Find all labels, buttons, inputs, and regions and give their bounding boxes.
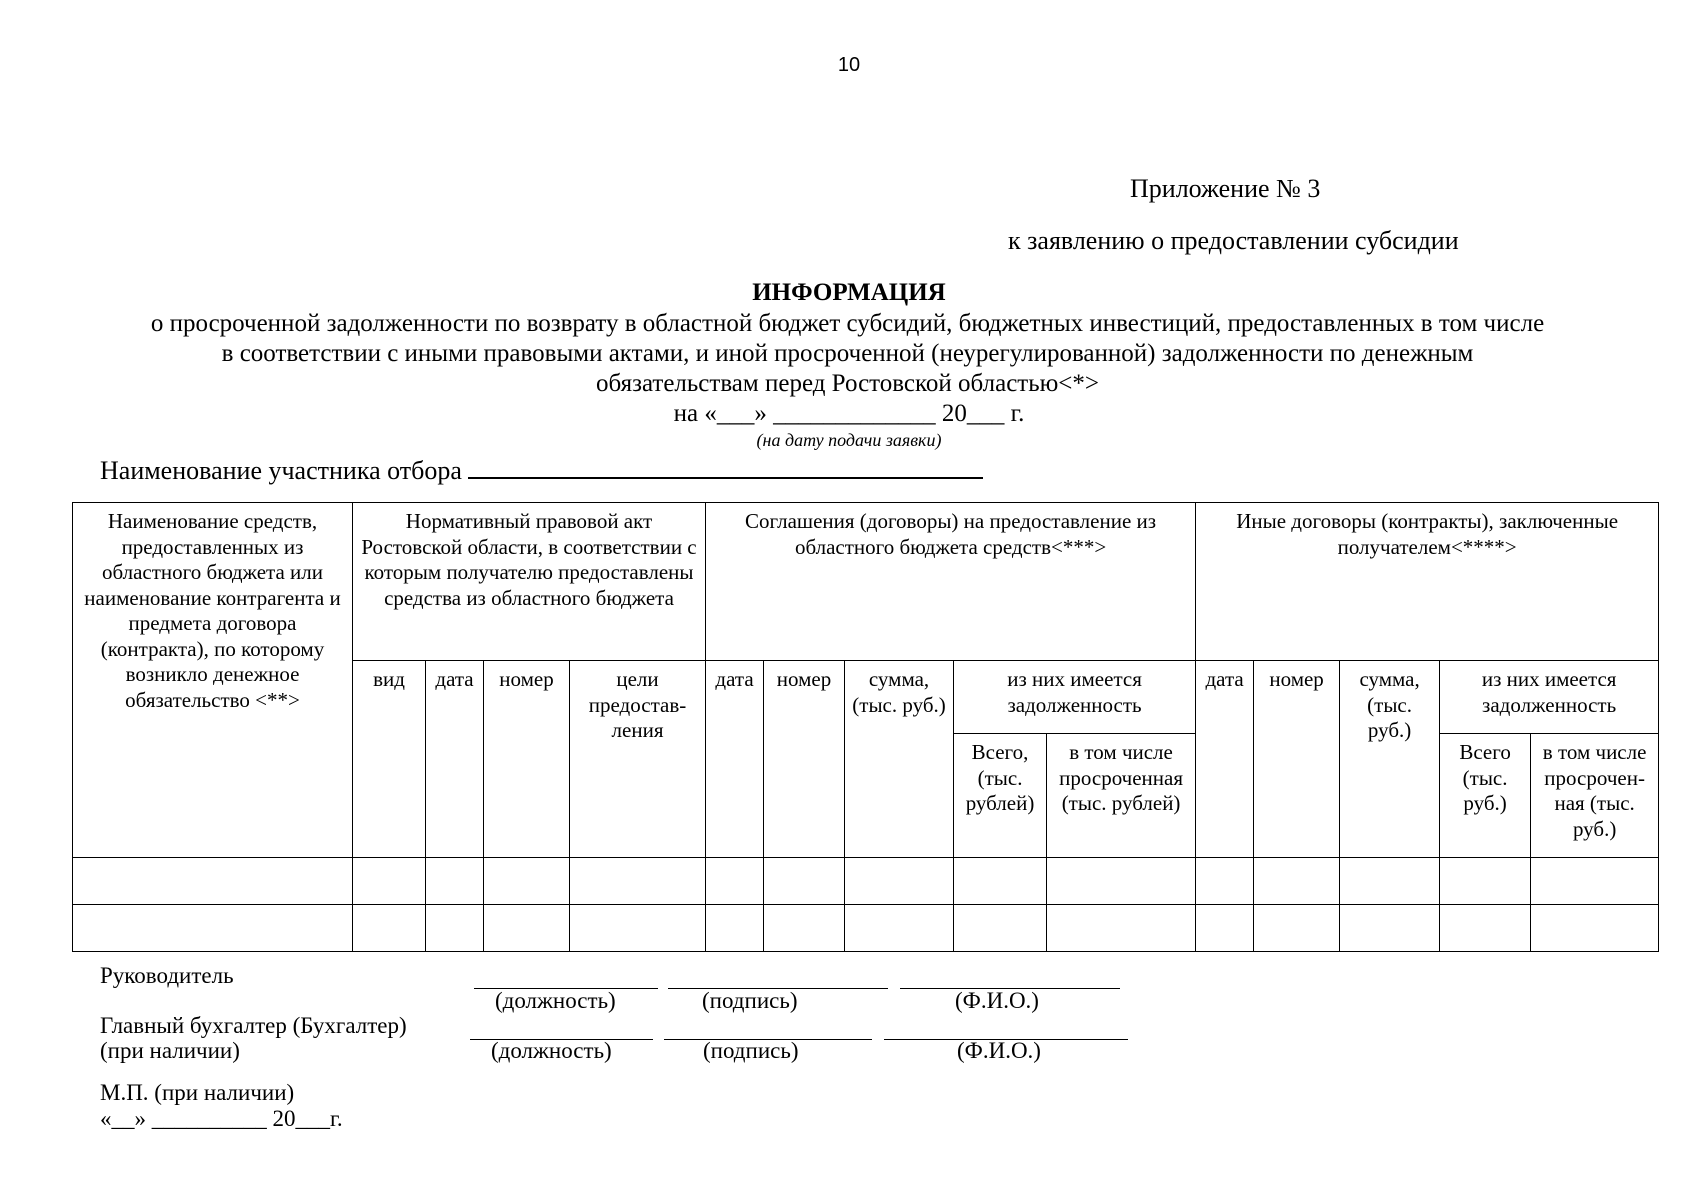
header-agr-debt-overdue: в том числе просроченная (тыс. рублей) <box>1047 734 1196 858</box>
header-act-number: номер <box>484 661 570 858</box>
header-funds-name: Наименование средств, предоставленных из областного бюджета или наименование контрагента и предмета договора (контракта), по которому возникло денежное обязательство <**> <box>73 503 353 858</box>
header-agr-date: дата <box>706 661 764 858</box>
table-cell[interactable] <box>426 858 484 905</box>
table-cell[interactable] <box>73 858 353 905</box>
header-oth-debt-total: Всего (тыс. руб.) <box>1440 734 1531 858</box>
accountant-name-caption: (Ф.И.О.) <box>957 1038 1041 1063</box>
header-act-type: вид <box>353 661 426 858</box>
debt-table <box>72 502 1659 952</box>
page-number: 10 <box>837 54 861 76</box>
table-cell[interactable] <box>954 858 1047 905</box>
table-cell[interactable] <box>706 905 764 952</box>
document-description <box>80 309 1615 399</box>
table-cell[interactable] <box>1531 905 1659 952</box>
accountant-position-caption: (должность) <box>491 1038 612 1063</box>
header-act-date: дата <box>426 661 484 858</box>
head-position-caption: (должность) <box>495 988 616 1013</box>
header-oth-debt: из них имеется задолженность <box>1440 661 1659 734</box>
annex-subtitle: к заявлению о предоставлении субсидии <box>1008 226 1459 255</box>
header-other-contracts: Иные договоры (контракты), заключенные получателем<****> <box>1196 503 1659 661</box>
table-cell[interactable] <box>954 905 1047 952</box>
table-cell[interactable] <box>1440 858 1531 905</box>
head-label: Руководитель <box>100 963 234 988</box>
stamp-label: М.П. (при наличии) <box>100 1080 295 1105</box>
annex-title: Приложение № 3 <box>1130 174 1321 203</box>
table-row <box>73 858 1659 905</box>
table-cell[interactable] <box>1047 905 1196 952</box>
table-cell[interactable] <box>1340 905 1440 952</box>
table-cell[interactable] <box>706 858 764 905</box>
table-cell[interactable] <box>1254 905 1340 952</box>
table-cell[interactable] <box>1340 858 1440 905</box>
table-cell[interactable] <box>484 905 570 952</box>
table-cell[interactable] <box>353 905 426 952</box>
header-agr-debt: из них имеется задолженность <box>954 661 1196 734</box>
header-oth-date: дата <box>1196 661 1254 858</box>
participant-input-line[interactable] <box>468 455 983 479</box>
table-cell[interactable] <box>845 858 954 905</box>
date-line[interactable]: на «___» _____________ 20___ г. <box>673 400 1025 427</box>
description-line-3: обязательствам перед Ростовской областью<*> <box>595 370 1099 397</box>
head-name-caption: (Ф.И.О.) <box>955 988 1039 1013</box>
document-title: ИНФОРМАЦИЯ <box>752 279 946 306</box>
table-cell[interactable] <box>1440 905 1531 952</box>
participant-name-field[interactable] <box>100 455 983 486</box>
accountant-signature-caption: (подпись) <box>703 1038 799 1063</box>
header-oth-debt-overdue: в том числе просрочен-ная (тыс. руб.) <box>1531 734 1659 858</box>
table-cell[interactable] <box>570 905 706 952</box>
table-cell[interactable] <box>764 905 845 952</box>
description-line-1: о просроченной задолженности по возврату в областной бюджет субсидий, бюджетных инвестиций, предоставленных в том числе <box>150 310 1545 337</box>
description-line-2: в соответствии с иными правовыми актами, и иной просроченной (неурегулированной) задолженности по денежным <box>221 340 1474 367</box>
header-agr-number: номер <box>764 661 845 858</box>
table-cell[interactable] <box>764 858 845 905</box>
table-cell[interactable] <box>1254 858 1340 905</box>
table-cell[interactable] <box>353 858 426 905</box>
header-agr-debt-total: Всего, (тыс. рублей) <box>954 734 1047 858</box>
header-act-purpose: цели предостав-ления <box>570 661 706 858</box>
header-oth-sum: сумма, (тыс. руб.) <box>1340 661 1440 858</box>
participant-label: Наименование участника отбора <box>100 456 462 485</box>
header-agr-sum: сумма, (тыс. руб.) <box>845 661 954 858</box>
signature-date[interactable]: «__» __________ 20___г. <box>100 1106 343 1131</box>
date-hint: (на дату подачи заявки) <box>756 430 942 450</box>
table-cell[interactable] <box>73 905 353 952</box>
head-signature-caption: (подпись) <box>702 988 798 1013</box>
table-cell[interactable] <box>1196 858 1254 905</box>
table-cell[interactable] <box>1047 858 1196 905</box>
table-cell[interactable] <box>484 858 570 905</box>
accountant-label: Главный бухгалтер (Бухгалтер) <box>100 1013 407 1038</box>
table-row <box>73 905 1659 952</box>
header-legal-act: Нормативный правовой акт Ростовской области, в соответствии с которым получателю предоставлены средства из областного бюджета <box>353 503 706 661</box>
header-oth-number: номер <box>1254 661 1340 858</box>
table-cell[interactable] <box>1531 858 1659 905</box>
accountant-note: (при наличии) <box>100 1038 240 1063</box>
header-agreements: Соглашения (договоры) на предоставление из областного бюджета средств<***> <box>706 503 1196 661</box>
table-cell[interactable] <box>426 905 484 952</box>
table-cell[interactable] <box>1196 905 1254 952</box>
table-cell[interactable] <box>570 858 706 905</box>
table-cell[interactable] <box>845 905 954 952</box>
